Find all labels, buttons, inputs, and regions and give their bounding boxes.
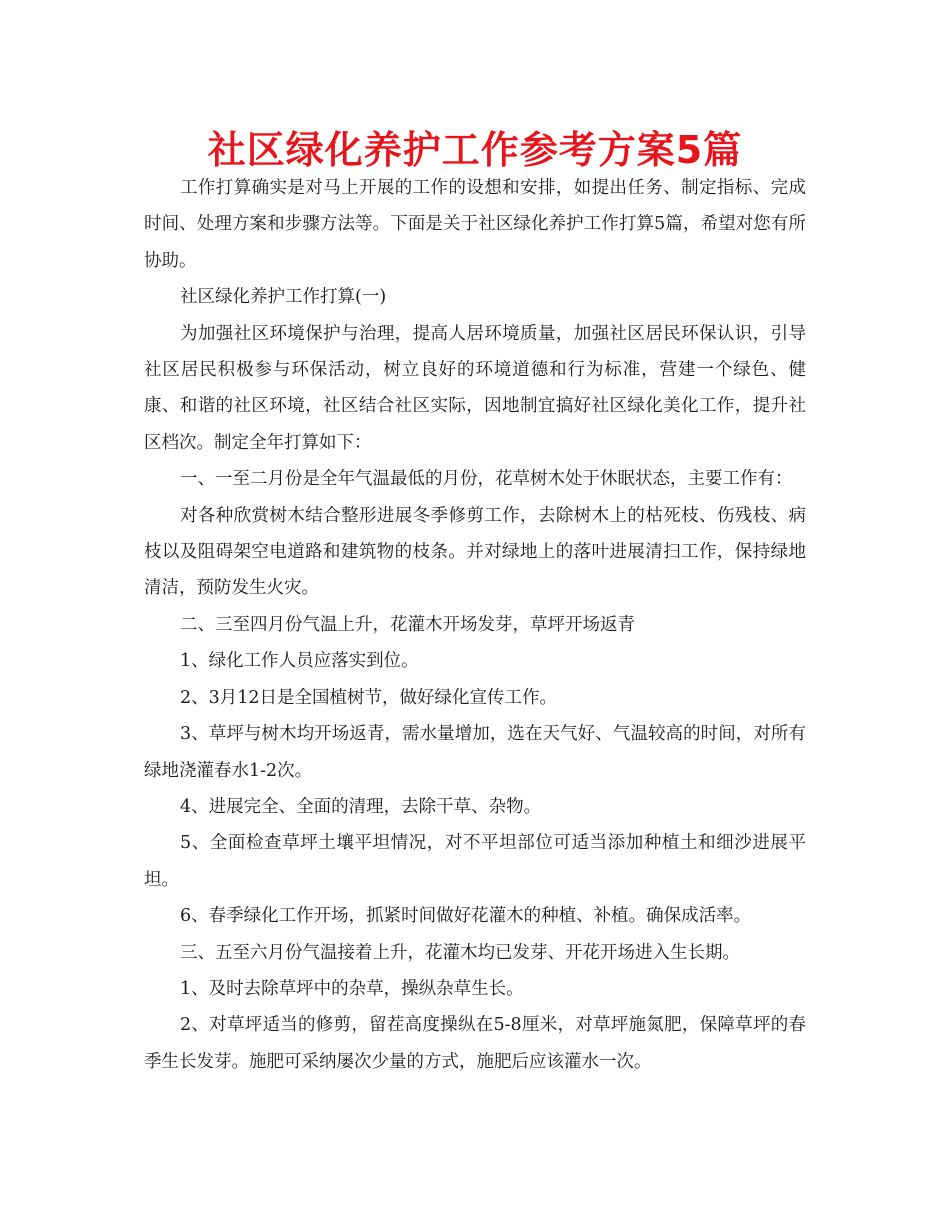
period-may-jun-heading: 三、五至六月份气温接着上升，花灌木均已发芽、开花开场进入生长期。	[180, 942, 740, 963]
list-item: 1、及时去除草坪中的杂草，操纵杂草生长。	[180, 978, 524, 999]
list-item: 2、对草坪适当的修剪，留茬高度操纵在5-8厘米，对草坪施氮肥，保障草坪的春季生长发芽。施肥可采纳屡次少量的方式，施肥后应该灌水一次。	[144, 1015, 806, 1072]
winter-pruning-paragraph: 对各种欣赏树木结合整形进展冬季修剪工作，去除树木上的枯死枝、伤残枝、病枝以及阻碍架空电道路和建筑物的枝条。并对绿地上的落叶进展清扫工作，保持绿地清洁，预防发生火灾。	[144, 505, 806, 599]
list-item: 4、进展完全、全面的清理，去除干草、杂物。	[180, 796, 542, 817]
list-item: 6、春季绿化工作开场，抓紧时间做好花灌木的种植、补植。确保成活率。	[180, 906, 752, 927]
period-jan-feb-heading: 一、一至二月份是全年气温最低的月份，花草树木处于休眠状态，主要工作有：	[180, 469, 793, 490]
document-body	[144, 170, 806, 1080]
period-mar-apr-heading: 二、三至四月份气温上升，花灌木开场发芽，草坪开场返青	[180, 614, 635, 635]
list-item: 5、全面检查草坪土壤平坦情况，对不平坦部位可适当添加种植土和细沙进展平坦。	[144, 833, 806, 890]
intro-paragraph: 工作打算确实是对马上开展的工作的设想和安排，如提出任务、制定指标、完成时间、处理方案和步骤方法等。下面是关于社区绿化养护工作打算5篇，希望对您有所协助。	[144, 178, 806, 271]
list-item: 3、草坪与树木均开场返青，需水量增加，选在天气好、气温较高的时间，对所有绿地浇灌春水1-2次。	[144, 724, 806, 781]
plan-purpose-paragraph: 为加强社区环境保护与治理，提高人居环境质量，加强社区居民环保认识，引导社区居民积极参与环保活动，树立良好的环境道德和行为标准，营建一个绿色、健康、和谐的社区环境，社区结合社区实际，因地制宜搞好社区绿化美化工作，提升社区档次。制定全年打算如下：	[144, 323, 806, 453]
document-title: 社区绿化养护工作参考方案5篇	[207, 128, 743, 172]
list-item: 1、绿化工作人员应落实到位。	[180, 651, 419, 672]
list-item: 2、3月12日是全国植树节，做好绿化宣传工作。	[180, 687, 558, 708]
section-heading-plan-1: 社区绿化养护工作打算(一)	[180, 287, 387, 308]
